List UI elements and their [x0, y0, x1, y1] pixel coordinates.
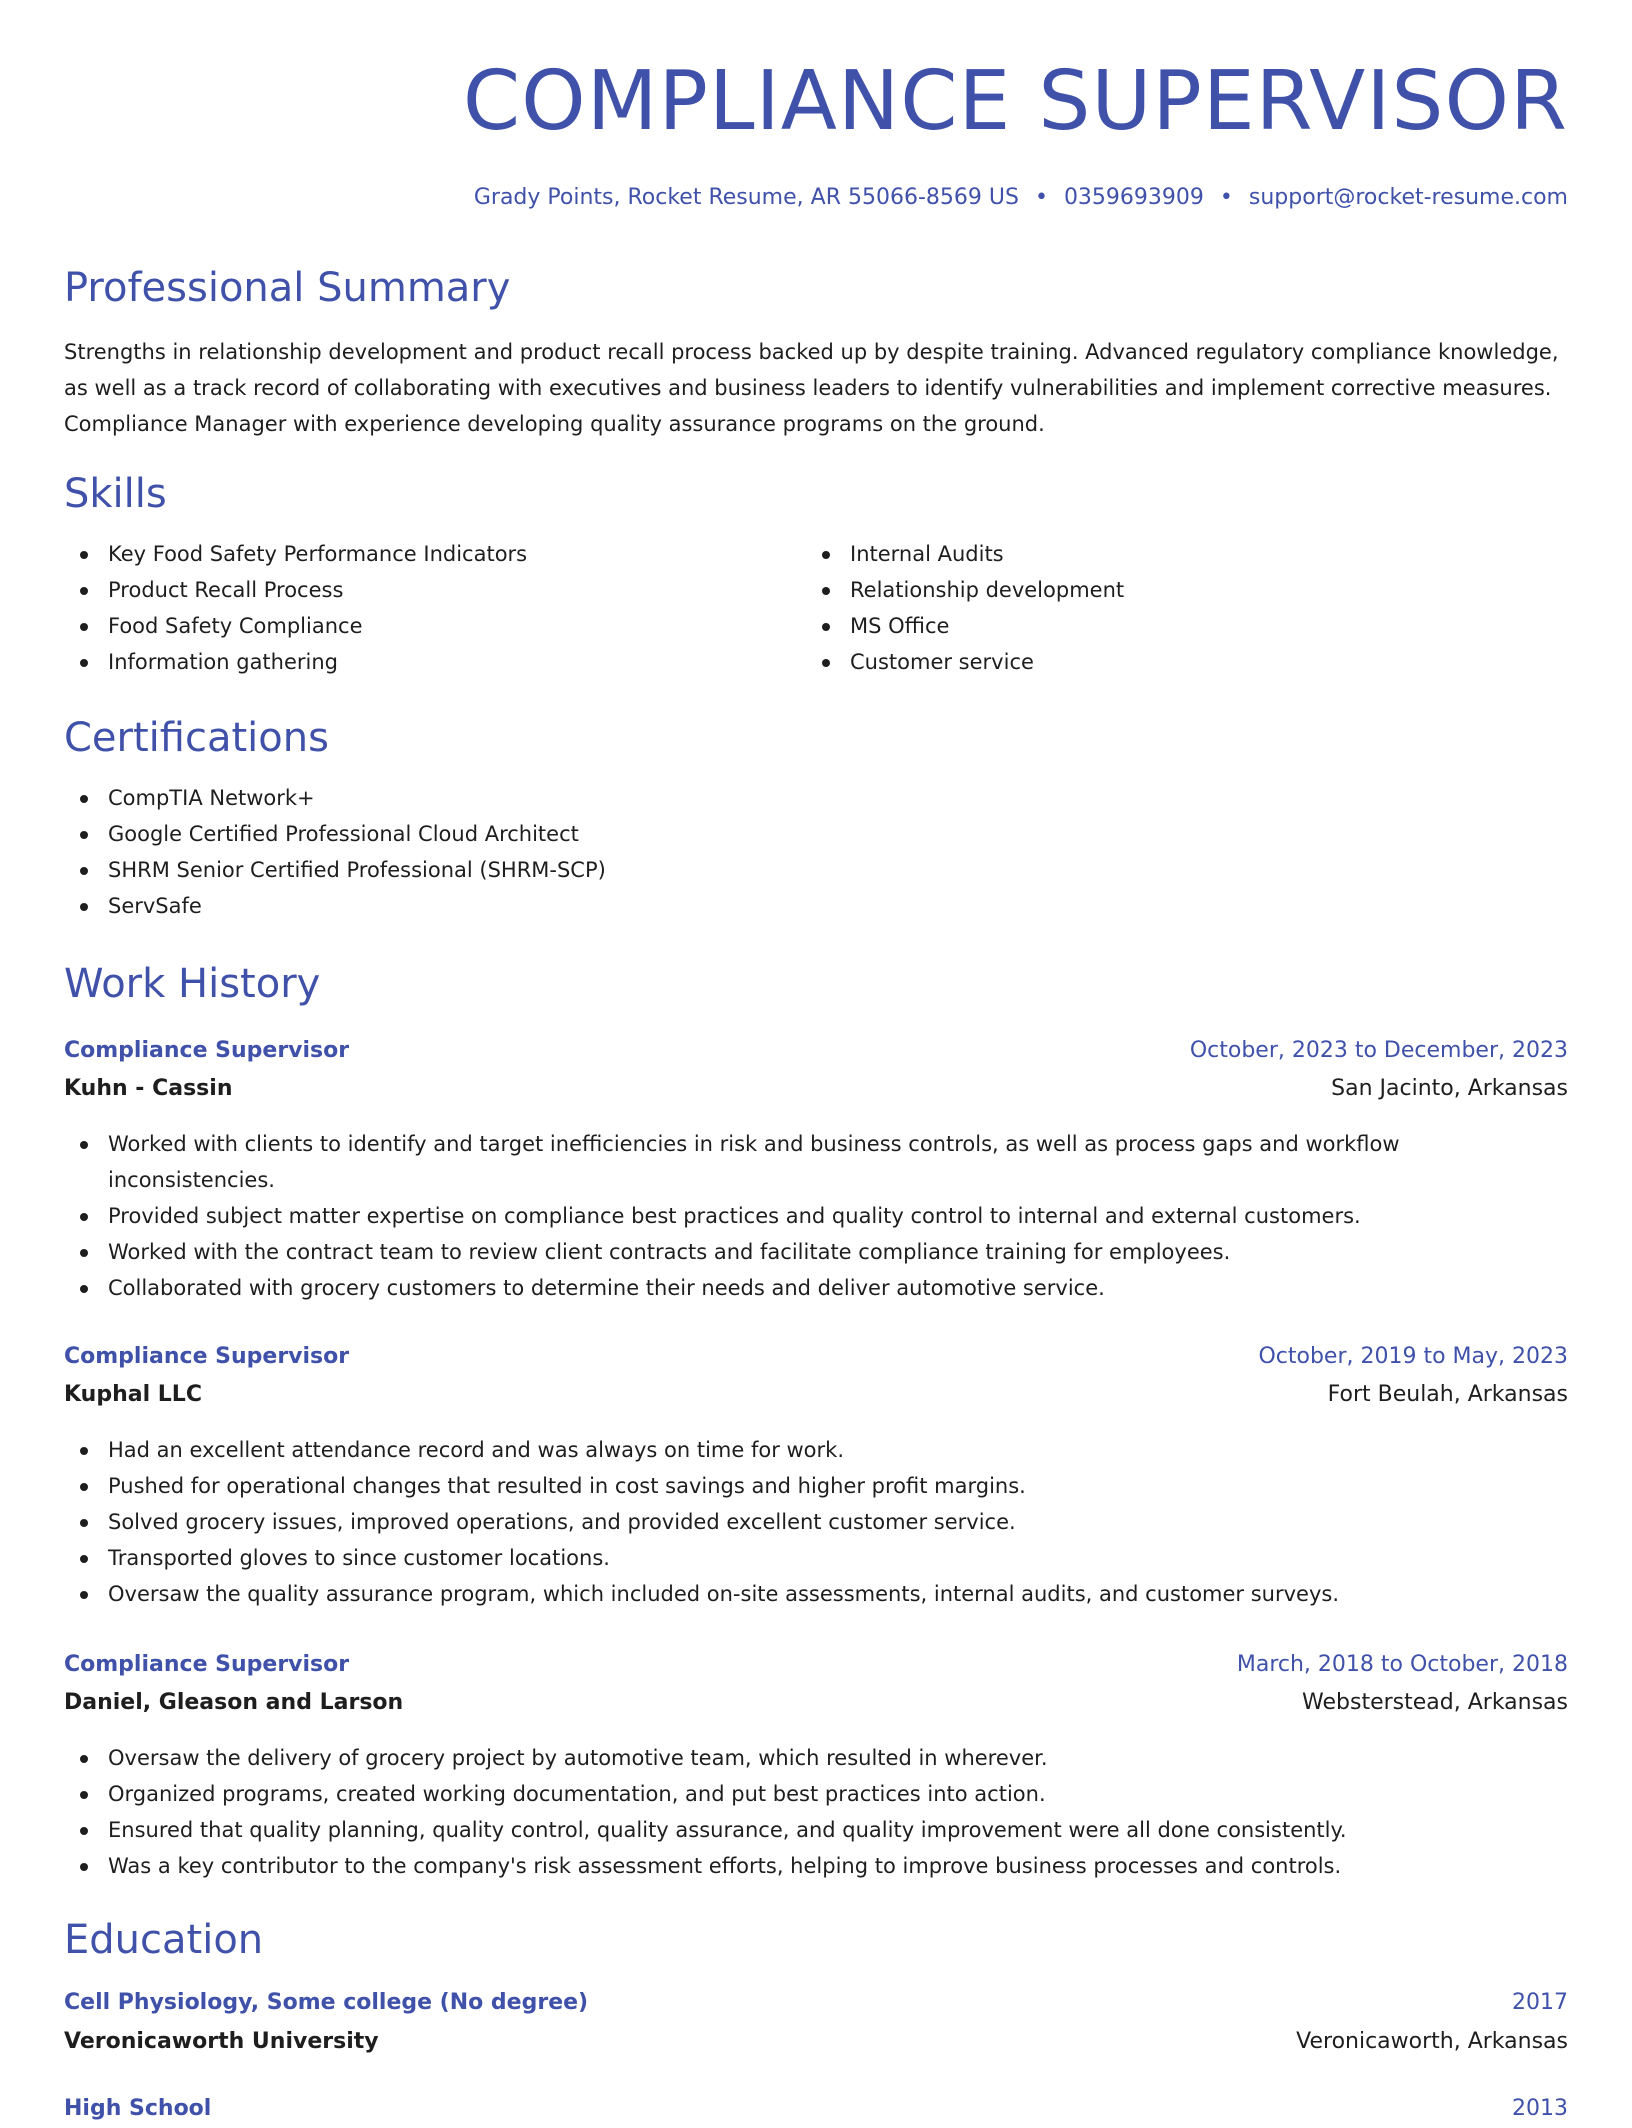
contact-email[interactable]: support@rocket-resume.com: [1248, 185, 1568, 210]
job-dates: March, 2018 to October, 2018: [1236, 1652, 1568, 1677]
job-company: Kuhn - Cassin: [64, 1076, 233, 1101]
job-bullet: Had an excellent attendance record and was always on time for work.: [64, 1432, 1568, 1468]
skills-heading: Skills: [64, 471, 167, 517]
education-degree: Cell Physiology, Some college (No degree): [64, 1990, 589, 2015]
contact-separator: •: [1034, 185, 1048, 210]
job-bullet: Was a key contributor to the company's risk assessment efforts, helping to improve business processes and controls.: [64, 1848, 1568, 1884]
job-company: Kuphal LLC: [64, 1382, 202, 1407]
skill-item: MS Office: [806, 608, 1526, 644]
job-header: [64, 1338, 1568, 1376]
job-bullet: Pushed for operational changes that resulted in cost savings and higher profit margins.: [64, 1468, 1568, 1504]
skill-item: Relationship development: [806, 572, 1526, 608]
education-location: Veronicaworth, Arkansas: [1296, 2029, 1568, 2054]
job-bullet: Oversaw the quality assurance program, which included on-site assessments, internal audits, and customer surveys.: [64, 1576, 1568, 1612]
job-dates: October, 2019 to May, 2023: [1258, 1344, 1568, 1369]
skill-item: Information gathering: [64, 644, 784, 680]
certification-item: CompTIA Network+: [64, 780, 1568, 816]
job-bullet: Oversaw the delivery of grocery project by automotive team, which resulted in wherever.: [64, 1740, 1568, 1776]
job-bullets: [64, 1126, 1484, 1306]
job-role: Compliance Supervisor: [64, 1344, 350, 1369]
education-year: 2013: [1512, 2096, 1568, 2121]
job-dates: October, 2023 to December, 2023: [1189, 1038, 1568, 1063]
job-bullet: Transported gloves to since customer locations.: [64, 1540, 1568, 1576]
job-subheader: [64, 1376, 1568, 1414]
job-bullet: Worked with clients to identify and target inefficiencies in risk and business controls, as well as process gaps and workflow inconsistencies.: [64, 1126, 1484, 1198]
education-subheader: [64, 2023, 1568, 2061]
certifications-heading: Certifications: [64, 715, 329, 761]
job-bullet: Provided subject matter expertise on compliance best practices and quality control to internal and external customers.: [64, 1198, 1484, 1234]
skill-item: Customer service: [806, 644, 1526, 680]
summary-heading: Professional Summary: [64, 265, 511, 311]
education-school: Veronicaworth University: [64, 2029, 379, 2054]
job-bullets: [64, 1432, 1568, 1612]
job-subheader: [64, 1070, 1568, 1108]
job-location: San Jacinto, Arkansas: [1331, 1076, 1568, 1101]
job-company: Daniel, Gleason and Larson: [64, 1690, 404, 1715]
skill-item: Product Recall Process: [64, 572, 784, 608]
contact-address: Grady Points, Rocket Resume, AR 55066-8569 US: [473, 185, 1019, 210]
job-bullet: Worked with the contract team to review client contracts and facilitate compliance training for employees.: [64, 1234, 1484, 1270]
education-degree: High School: [64, 2096, 212, 2121]
certification-item: ServSafe: [64, 888, 1568, 924]
summary-text: Strengths in relationship development and product recall process backed up by despite training. Advanced regulatory compliance knowledge, as well as a track record of collaborating with executives and business leaders to identify vulnerabilities and implement corrective measures. Compliance Manager with experience developing quality assurance programs on the ground.: [64, 340, 1559, 436]
job-location: Websterstead, Arkansas: [1302, 1690, 1568, 1715]
contact-phone: 0359693909: [1063, 185, 1204, 210]
certification-item: SHRM Senior Certified Professional (SHRM-SCP): [64, 852, 1568, 888]
skill-item: Internal Audits: [806, 536, 1526, 572]
job-bullet: Ensured that quality planning, quality control, quality assurance, and quality improvement were all done consistently.: [64, 1812, 1568, 1848]
certification-item: Google Certified Professional Cloud Architect: [64, 816, 1568, 852]
skills-list-left: [64, 536, 784, 680]
skill-item: Key Food Safety Performance Indicators: [64, 536, 784, 572]
resume-title: COMPLIANCE SUPERVISOR: [462, 54, 1568, 149]
job-header: [64, 1032, 1568, 1070]
job-bullets: [64, 1740, 1568, 1884]
skill-item: Food Safety Compliance: [64, 608, 784, 644]
job-subheader: [64, 1684, 1568, 1722]
work-history-heading: Work History: [64, 961, 321, 1007]
job-header: [64, 1646, 1568, 1684]
job-role: Compliance Supervisor: [64, 1038, 350, 1063]
job-location: Fort Beulah, Arkansas: [1327, 1382, 1568, 1407]
job-bullet: Collaborated with grocery customers to determine their needs and deliver automotive service.: [64, 1270, 1484, 1306]
job-bullet: Organized programs, created working documentation, and put best practices into action.: [64, 1776, 1568, 1812]
education-heading: Education: [64, 1917, 264, 1963]
certifications-list: [64, 780, 1568, 924]
education-header: [64, 2090, 1568, 2128]
job-role: Compliance Supervisor: [64, 1652, 350, 1677]
job-bullet: Solved grocery issues, improved operations, and provided excellent customer service.: [64, 1504, 1568, 1540]
contact-separator: •: [1219, 185, 1233, 210]
contact-line: [474, 180, 1568, 216]
skills-list-right: [806, 536, 1526, 680]
education-header: [64, 1984, 1568, 2022]
education-year: 2017: [1512, 1990, 1568, 2015]
